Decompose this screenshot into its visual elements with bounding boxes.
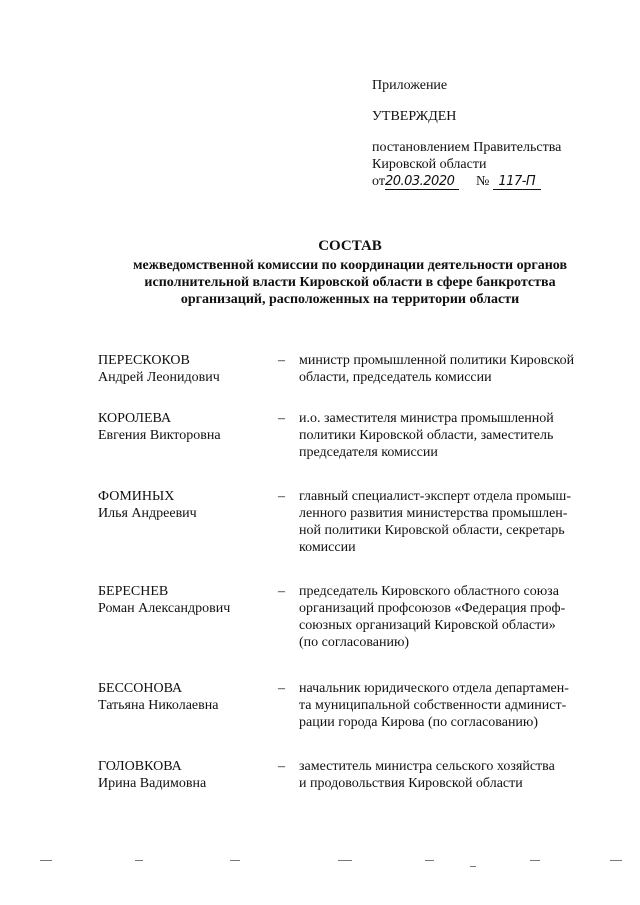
date-prefix: от bbox=[372, 174, 385, 189]
member-name bbox=[98, 680, 278, 714]
scan-specks bbox=[0, 860, 640, 880]
approval-block bbox=[372, 77, 561, 190]
member-name bbox=[98, 583, 278, 617]
member-given-name: Андрей Леонидович bbox=[98, 370, 220, 385]
member-dash: – bbox=[278, 681, 285, 696]
member-given-name: Евгения Викторовна bbox=[98, 428, 221, 443]
member-role bbox=[299, 758, 599, 792]
member-given-name: Татьяна Николаевна bbox=[98, 698, 219, 713]
member-role-line: ленного развития министерства промышлен- bbox=[299, 506, 568, 521]
member-surname: ГОЛОВКОВА bbox=[98, 759, 182, 774]
member-surname: БЕРЕСНЕВ bbox=[98, 584, 169, 599]
scan-speck bbox=[470, 866, 476, 867]
scan-speck bbox=[610, 860, 622, 861]
member-role-line: начальник юридического отдела департамен- bbox=[299, 681, 569, 696]
decree-date: 20.03.2020 bbox=[385, 174, 459, 190]
document-title bbox=[90, 238, 610, 308]
member-name bbox=[98, 410, 278, 444]
member-role-line: союзных организаций Кировской области» bbox=[299, 618, 556, 633]
scan-speck bbox=[40, 860, 52, 861]
title-line-2: исполнительной власти Кировской области в сфере банкротства bbox=[144, 275, 556, 290]
member-surname: БЕССОНОВА bbox=[98, 681, 183, 696]
member-role bbox=[299, 680, 599, 731]
member-dash: – bbox=[278, 489, 285, 504]
member-role-line: рации города Кирова (по согласованию) bbox=[299, 715, 539, 730]
member-name bbox=[98, 352, 278, 386]
member-role-line: председателя комиссии bbox=[299, 445, 438, 460]
scan-speck bbox=[338, 860, 352, 861]
title-line-3: организаций, расположенных на территории области bbox=[180, 292, 520, 307]
member-role-line: области, председатель комиссии bbox=[299, 370, 492, 385]
title-main: СОСТАВ bbox=[318, 238, 382, 254]
decree-line-1: постановлением Правительства bbox=[372, 140, 562, 155]
approved-label: УТВЕРЖДЕН bbox=[372, 109, 457, 124]
appendix-label: Приложение bbox=[372, 78, 448, 93]
member-dash: – bbox=[278, 411, 285, 426]
member-role-line: (по согласованию) bbox=[299, 635, 410, 650]
decree-line-2: Кировской области bbox=[372, 157, 487, 172]
member-surname: ФОМИНЫХ bbox=[98, 489, 175, 504]
member-role-line: ной политики Кировской области, секретарь bbox=[299, 523, 565, 538]
member-role-line: комиссии bbox=[299, 540, 356, 555]
member-name bbox=[98, 758, 278, 792]
decree-number: 117-П bbox=[493, 174, 541, 190]
member-surname: ПЕРЕСКОКОВ bbox=[98, 353, 190, 368]
member-given-name: Ирина Вадимовна bbox=[98, 776, 207, 791]
member-role bbox=[299, 488, 599, 556]
member-role-line: и продовольствия Кировской области bbox=[299, 776, 523, 791]
decree-date-number bbox=[372, 173, 561, 190]
member-dash: – bbox=[278, 759, 285, 774]
member-given-name: Илья Андреевич bbox=[98, 506, 197, 521]
scan-speck bbox=[230, 860, 240, 861]
member-surname: КОРОЛЕВА bbox=[98, 411, 172, 426]
member-role-line: та муниципальной собственности админист- bbox=[299, 698, 567, 713]
scan-speck bbox=[425, 860, 434, 861]
member-role-line: политики Кировской области, заместитель bbox=[299, 428, 554, 443]
member-role bbox=[299, 583, 599, 651]
title-line-1: межведомственной комиссии по координации деятельности органов bbox=[132, 258, 567, 273]
member-given-name: Роман Александрович bbox=[98, 601, 231, 616]
scan-speck bbox=[135, 860, 143, 861]
number-prefix: № bbox=[475, 174, 490, 189]
scan-speck bbox=[530, 860, 540, 861]
member-role-line: главный специалист-эксперт отдела промыш- bbox=[299, 489, 571, 504]
member-role-line: заместитель министра сельского хозяйства bbox=[299, 759, 555, 774]
member-role-line: председатель Кировского областного союза bbox=[299, 584, 559, 599]
member-dash: – bbox=[278, 584, 285, 599]
member-role bbox=[299, 352, 599, 386]
member-dash: – bbox=[278, 353, 285, 368]
member-role-line: и.о. заместителя министра промышленной bbox=[299, 411, 554, 426]
member-role-line: министр промышленной политики Кировской bbox=[299, 353, 575, 368]
member-role-line: организаций профсоюзов «Федерация проф- bbox=[299, 601, 566, 616]
member-name bbox=[98, 488, 278, 522]
member-role bbox=[299, 410, 599, 461]
